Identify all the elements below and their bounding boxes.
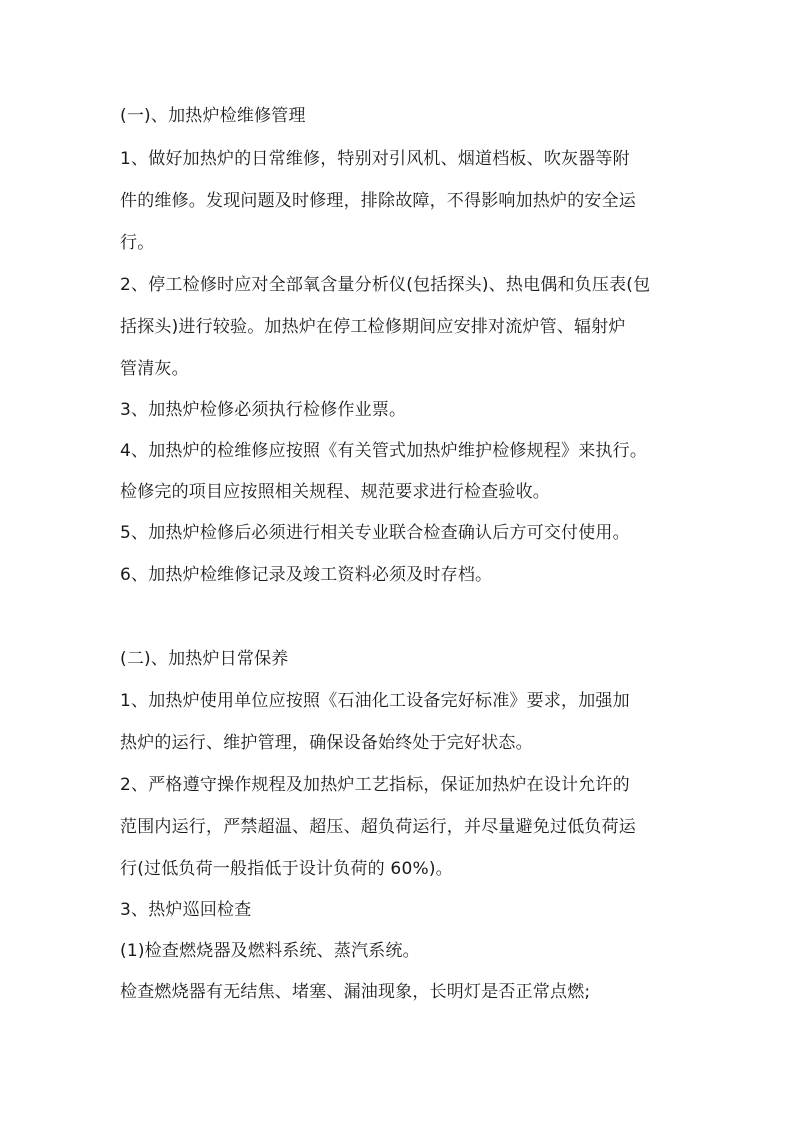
paragraph-line: 管清灰。 bbox=[120, 359, 189, 379]
section-heading-daily-care: (二)、加热炉日常保养 bbox=[120, 649, 289, 669]
paragraph-line: 5、加热炉检修后必须进行相关专业联合检查确认后方可交付使用。 bbox=[120, 523, 630, 543]
paragraph-line: 热炉的运行、维护管理，确保设备始终处于完好状态。 bbox=[120, 733, 533, 753]
paragraph-line: 行。 bbox=[120, 233, 155, 253]
paragraph-line: 2、严格遵守操作规程及加热炉工艺指标，保证加热炉在设计允许的 bbox=[120, 775, 630, 795]
paragraph-line: 6、加热炉检维修记录及竣工资料必须及时存档。 bbox=[120, 565, 493, 585]
paragraph-line: 括探头)进行较验。加热炉在停工检修期间应安排对流炉管、辐射炉 bbox=[120, 317, 626, 337]
paragraph-line: 2、停工检修时应对全部氧含量分析仪(包括探头)、热电偶和负压表(包 bbox=[120, 275, 651, 295]
section-heading-maintenance: (一)、加热炉检维修管理 bbox=[120, 106, 306, 126]
paragraph-line: 1、做好加热炉的日常维修，特别对引风机、烟道档板、吹灰器等附 bbox=[120, 149, 630, 169]
paragraph-line: 3、加热炉检修必须执行检修作业票。 bbox=[120, 400, 407, 420]
paragraph-line: 件的维修。发现问题及时修理，排除故障，不得影响加热炉的安全运 bbox=[120, 191, 636, 211]
paragraph-line: 检修完的项目应按照相关规程、规范要求进行检查验收。 bbox=[120, 482, 550, 502]
paragraph-line: 范围内运行，严禁超温、超压、超负荷运行，并尽量避免过低负荷运 bbox=[120, 817, 636, 837]
paragraph-line: 3、热炉巡回检查 bbox=[120, 900, 252, 920]
paragraph-line: (1)检查燃烧器及燃料系统、蒸汽系统。 bbox=[120, 941, 420, 961]
paragraph-line: 检查燃烧器有无结焦、堵塞、漏油现象，长明灯是否正常点燃; bbox=[120, 982, 591, 1002]
paragraph-line: 行(过低负荷一般指低于设计负荷的 60%)。 bbox=[120, 859, 453, 879]
paragraph-line: 4、加热炉的检维修应按照《有关管式加热炉维护检修规程》来执行。 bbox=[120, 441, 648, 461]
paragraph-line: 1、加热炉使用单位应按照《石油化工设备完好标准》要求，加强加 bbox=[120, 691, 630, 711]
